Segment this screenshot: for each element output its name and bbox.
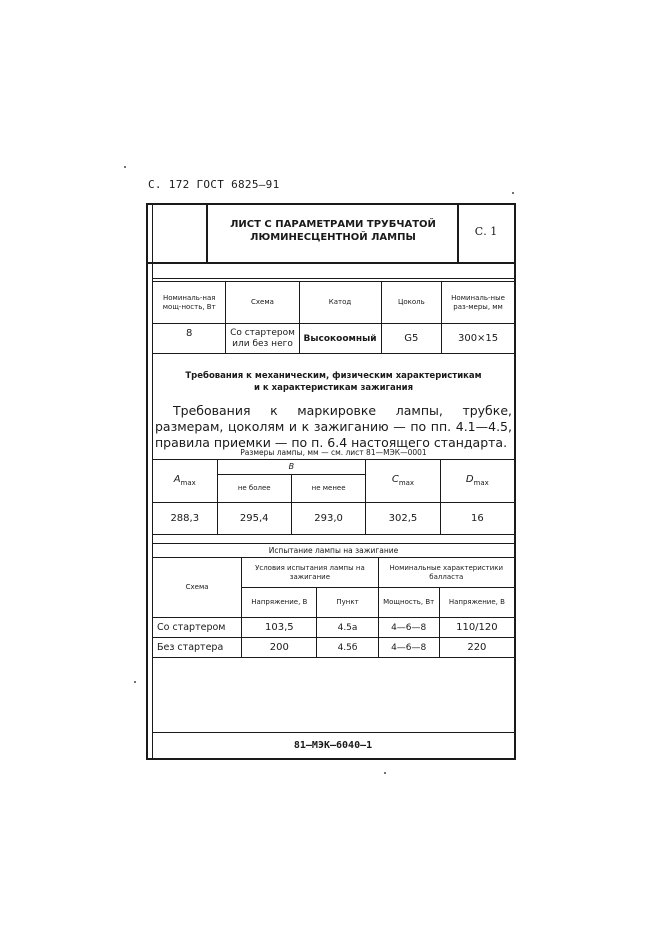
col-power-header: Номиналь-ная мощ-ность, Вт	[153, 282, 226, 324]
cell-power: 4—6—8	[378, 618, 439, 638]
cell-clause: 4.5б	[317, 638, 378, 658]
frame-left-line	[146, 203, 148, 760]
scan-speck	[384, 772, 386, 774]
params-value-row	[153, 324, 514, 354]
cell-cathode: Высокоомный	[299, 324, 381, 354]
ignition-caption: Испытание лампы на зажигание	[268, 546, 399, 555]
dims-table	[153, 459, 514, 535]
cell-scheme: Без стартера	[153, 638, 242, 658]
col-c-max-header: $C_{max}$	[366, 460, 440, 503]
cell-c-max: 302,5	[366, 503, 440, 535]
col-cathode-header: Катод	[299, 282, 381, 324]
cell-dims: 300×15	[442, 324, 514, 354]
col-b-not-more: не более	[217, 475, 291, 503]
ignition-row-with-starter	[153, 618, 514, 638]
sheet-title: ЛИСТ С ПАРАМЕТРАМИ ТРУБЧАТОЙ ЛЮМИНЕСЦЕНТНОЙ ЛАМПЫ	[230, 219, 436, 243]
col-b-not-less: не менее	[291, 475, 365, 503]
col-scheme-header: Схема	[226, 282, 299, 324]
scan-speck	[124, 166, 126, 168]
cell-b-not-less: 293,0	[291, 503, 365, 535]
header-divider-right	[457, 203, 459, 263]
cell-clause: 4.5а	[317, 618, 378, 638]
cell-base: G5	[381, 324, 442, 354]
header-bottom-line	[146, 262, 516, 264]
params-table	[153, 281, 514, 354]
dims-value-row	[153, 503, 514, 535]
ignition-table	[153, 557, 514, 658]
frame-bottom-line	[146, 758, 516, 760]
ignition-top-line	[153, 543, 514, 544]
col-clause-header: Пункт	[317, 588, 378, 618]
header-divider-left	[206, 203, 208, 263]
running-head: С. 172 ГОСТ 6825—91	[148, 178, 280, 191]
dims-header-row-1	[153, 460, 514, 475]
col-voltage-header: Напряжение, В	[242, 588, 317, 618]
col-dims-header: Номиналь-ные раз-меры, мм	[442, 282, 514, 324]
dims-caption: Размеры лампы, мм — см. лист 81—МЭК—0001	[240, 448, 427, 457]
col-power-header: Мощность, Вт	[378, 588, 439, 618]
cell-scheme: Со стартером или без него	[226, 324, 299, 354]
col-scheme-header: Схема	[153, 558, 242, 618]
cell-voltage: 103,5	[242, 618, 317, 638]
frame-right-line	[514, 203, 516, 760]
ignition-header-row-1	[153, 558, 514, 588]
params-header-row	[153, 282, 514, 324]
sheet-code-footer: 81—МЭК—6040—1	[293, 740, 373, 751]
requirements-paragraph: Требования к маркировке лампы, трубке, размерам, цоколям и к зажиганию — по пп. 4.1—4.5, правила приемки — по п. 6.4 настоящего стандарта.	[155, 403, 512, 450]
cell-a-max: 288,3	[153, 503, 217, 535]
header-top-line	[146, 203, 516, 205]
col-base-header: Цоколь	[381, 282, 442, 324]
footer-separator	[152, 732, 514, 733]
cell-b-not-more: 295,4	[217, 503, 291, 535]
sheet-page-label: С. 1	[474, 225, 498, 238]
cell-power: 8	[153, 324, 226, 354]
cell-voltage2: 220	[439, 638, 514, 658]
col-b-header: B	[217, 460, 366, 475]
col-conditions-header: Условия испытания лампы на зажигание	[242, 558, 378, 588]
scan-speck	[134, 681, 136, 683]
col-d-max-header: $D_{max}$	[440, 460, 514, 503]
cell-d-max: 16	[440, 503, 514, 535]
scan-speck	[512, 192, 514, 194]
params-top-line	[153, 278, 514, 279]
col-ballast-header: Номинальные характеристики балласта	[378, 558, 514, 588]
cell-voltage2: 110/120	[439, 618, 514, 638]
cell-scheme: Со стартером	[153, 618, 242, 638]
section-title: Требования к механическим, физическим характеристикам и к характеристикам зажигания	[185, 371, 482, 393]
cell-power: 4—6—8	[378, 638, 439, 658]
cell-voltage: 200	[242, 638, 317, 658]
ignition-row-without-starter	[153, 638, 514, 658]
col-voltage2-header: Напряжение, В	[439, 588, 514, 618]
col-a-max-header: $A_{max}$	[153, 460, 217, 503]
